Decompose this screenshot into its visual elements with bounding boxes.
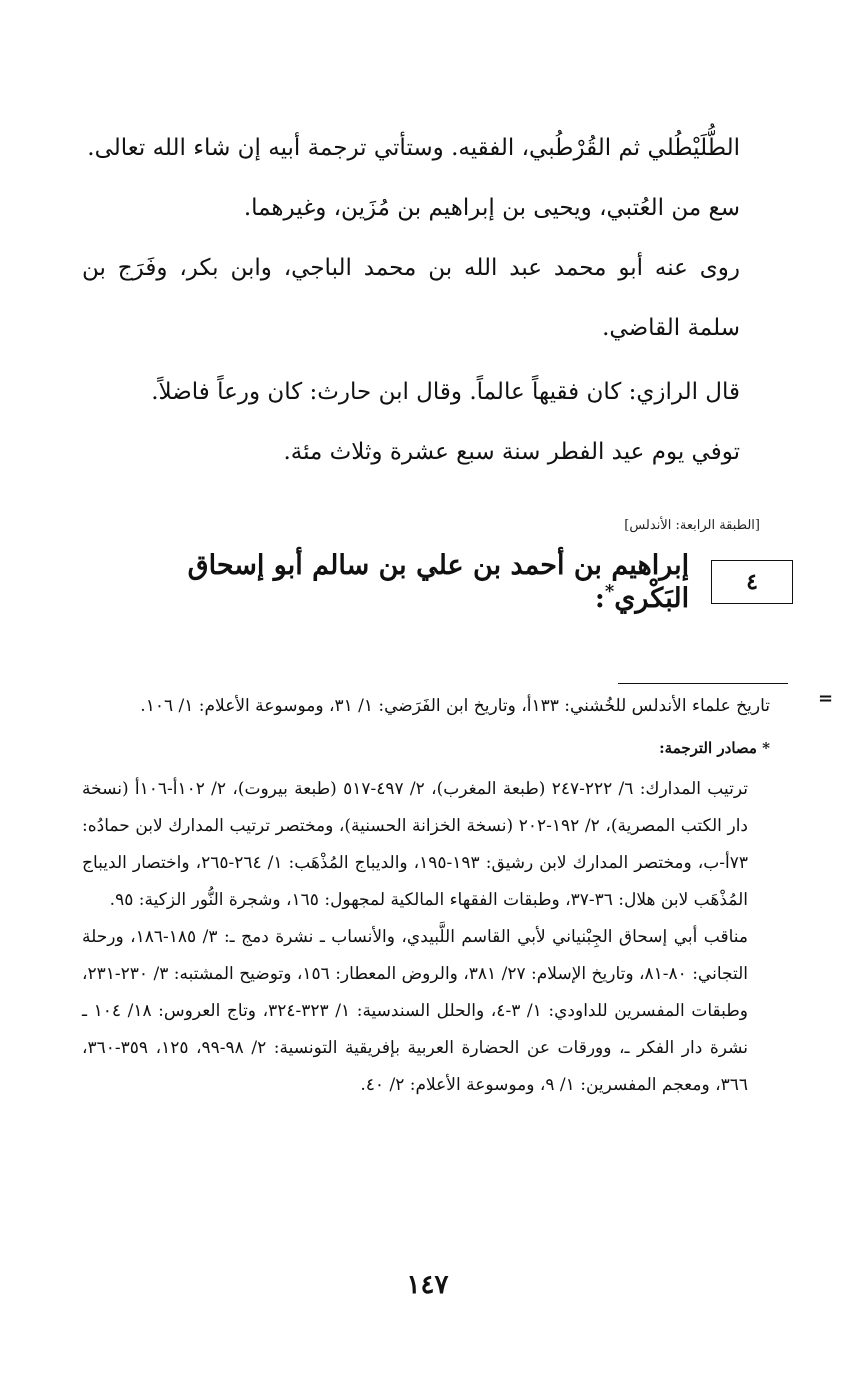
body-line-origin: الطُّلَيْطُلي ثم القُرْطُبي، الفقيه. وستأتي ترجمة أبيه إن شاء الله تعالى. xyxy=(87,135,740,161)
entry-heading xyxy=(85,552,793,612)
section-tag: [الطبقة الرابعة: الأندلس] xyxy=(624,518,760,533)
entry-title xyxy=(85,550,689,614)
footnote-continuation-mark: = xyxy=(818,688,834,709)
footnote-continuation: تاريخ علماء الأندلس للخُشني: ١٣٣أ، وتاريخ ابن الفَرَضي: ١/ ٣١، وموسوعة الأعلام: ١/ ١٠٦. xyxy=(140,696,770,716)
footnote-rule xyxy=(618,683,788,684)
body-line-praise: قال الرازي: كان فقيهاً عالماً. وقال ابن حارث: كان ورعاً فاضلاً. xyxy=(151,379,740,405)
body-line-teachers: سع من العُتبي، ويحيى بن إبراهيم بن مُزَين، وغيرهما. xyxy=(243,195,740,221)
entry-colon: : xyxy=(594,583,605,614)
page-number: ١٤٧ xyxy=(406,1270,449,1300)
body-line-death: توفي يوم عيد الفطر سنة سبع عشرة وثلاث مئة. xyxy=(283,439,740,465)
sources-paragraph-1: ترتيب المدارك: ٦/ ٢٢٢-٢٤٧ (طبعة المغرب)، ٢/ ٤٩٧-٥١٧ (طبعة بيروت)، ٢/ ١٠٢أ-١٠٦أ (نسخة دار الكتب المصرية)، ٢/ ١٩٢-٢٠٢ (نسخة الخزانة الحسنية)، ومختصر ترتيب المدارك لابن حمادُه: ٧٣أ-ب، ومختصر المدارك لابن رشيق: ١٩٣-١٩٥، والديباج المُذْهَب: ١/ ٢٦٤-٢٦٥، واختصار الديباج المُذْهَب لابن هلال: ٣٦-٣٧، وطبقات الفقهاء المالكية لمجهول: ١٦٥، وشجرة النُّور الزكية: ٩٥. xyxy=(82,779,748,910)
entry-number-box: ٤ xyxy=(711,560,793,604)
sources-heading: * مصادر الترجمة: xyxy=(659,739,770,757)
entry-name: إبراهيم بن أحمد بن علي بن سالم أبو إسحاق البَكْري xyxy=(187,550,690,614)
footnote-mark: * xyxy=(604,581,615,602)
biography-body xyxy=(82,118,770,482)
body-line-students: روى عنه أبو محمد عبد الله بن محمد الباجي، وابن بكر، وفَرَج بن سلمة القاضي. xyxy=(82,255,740,341)
footnotes xyxy=(82,688,770,1104)
sources-paragraph-2: مناقب أبي إسحاق الجِبْنياني لأبي القاسم اللَّبيدي، والأنساب ـ نشرة دمج ـ: ٣/ ١٨٥-١٨٦، ورحلة التجاني: ٨٠-٨١، وتاريخ الإسلام: ٢٧/ ٣٨١، والروض المعطار: ١٥٦، وتوضيح المشتبه: ٣/ ٢٣٠-٢٣١، وطبقات المفسرين للداودي: ١/ ٣-٤، والحلل السندسية: ١/ ٣٢٣-٣٢٤، وتاج العروس: ١٨/ ١٠٤ ـ نشرة دار الفكر ـ، وورقات عن الحضارة العربية بإفريقية التونسية: ٢/ ٩٨-٩٩، ١٢٥، ٣٥٩-٣٦٠، ٣٦٦، ومعجم المفسرين: ١/ ٩، وموسوعة الأعلام: ٢/ ٤٠. xyxy=(82,927,749,1095)
